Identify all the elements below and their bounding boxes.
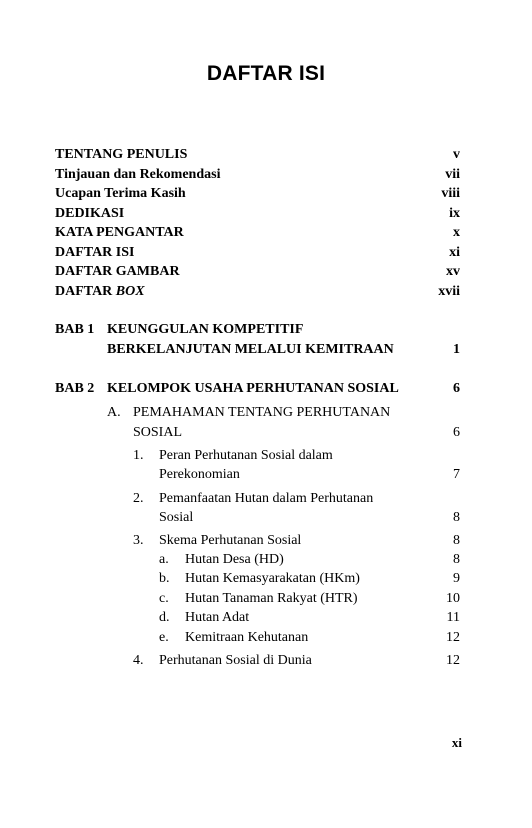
toc-entry[interactable]: [185, 629, 460, 647]
scheme-letter: d.: [159, 610, 170, 625]
scheme-title: Hutan Tanaman Rakyat (HTR): [185, 591, 358, 606]
scheme-letter: e.: [159, 630, 169, 645]
chapter-number: BAB 2: [55, 381, 95, 396]
subsection-title: Skema Perhutanan Sosial: [159, 533, 302, 548]
toc-entry-page: xv: [446, 264, 460, 279]
toc-entry-page: xvii: [438, 284, 460, 299]
toc-entry[interactable]: [159, 652, 460, 670]
toc-entry[interactable]: [55, 205, 460, 223]
toc-entry-page: ix: [449, 206, 460, 221]
toc-entry-page: viii: [441, 186, 460, 201]
toc-entry-label: TENTANG PENULIS: [55, 147, 188, 162]
section-title-line2: SOSIAL: [133, 425, 183, 440]
chapter-number: BAB 1: [55, 322, 95, 337]
toc-entry-page: 8: [453, 533, 460, 548]
subsection-title-line2: Perekonomian: [159, 467, 240, 482]
subsection-number: 2.: [133, 491, 144, 506]
toc-entry-page: 9: [453, 571, 460, 586]
toc-entry[interactable]: [55, 283, 460, 301]
toc-entry-label: DAFTAR ISI: [55, 245, 135, 260]
toc-entry-label-italic: BOX: [115, 284, 145, 299]
toc-entry-label: DEDIKASI: [55, 206, 125, 221]
scheme-title: Hutan Kemasyarakatan (HKm): [185, 571, 360, 586]
scheme-letter: b.: [159, 571, 170, 586]
toc-entry[interactable]: [159, 509, 460, 527]
toc-entry-label: Tinjauan dan Rekomendasi: [55, 167, 221, 182]
toc-entry[interactable]: [55, 146, 460, 164]
toc-entry[interactable]: [185, 609, 460, 627]
toc-entry-label: KATA PENGANTAR: [55, 225, 184, 240]
subsection-title: Perhutanan Sosial di Dunia: [159, 653, 312, 668]
subsection-number: 3.: [133, 533, 144, 548]
chapter-title: KELOMPOK USAHA PERHUTANAN SOSIAL: [107, 381, 399, 396]
toc-entry[interactable]: [185, 551, 460, 569]
toc-entry[interactable]: [159, 466, 460, 484]
page-title: DAFTAR ISI: [206, 62, 326, 85]
toc-entry[interactable]: [55, 166, 460, 184]
chapter-title-line2: BERKELANJUTAN MELALUI KEMITRAAN: [107, 342, 394, 357]
subsection-title-line1[interactable]: Peran Perhutanan Sosial dalam: [159, 448, 333, 463]
toc-entry[interactable]: [55, 244, 460, 262]
scheme-title: Kemitraan Kehutanan: [185, 630, 309, 645]
toc-entry-page: xi: [449, 245, 460, 260]
toc-entry-page: 6: [453, 425, 460, 440]
toc-entry[interactable]: [55, 185, 460, 203]
chapter-title-line1[interactable]: KEUNGGULAN KOMPETITIF: [107, 322, 304, 337]
subsection-number: 1.: [133, 448, 144, 463]
toc-entry-page: 7: [453, 467, 460, 482]
toc-entry-page: 1: [453, 342, 460, 357]
subsection-title-line1[interactable]: Pemanfaatan Hutan dalam Perhutanan: [159, 491, 374, 506]
toc-entry-page: 12: [446, 630, 460, 645]
toc-entry[interactable]: [55, 224, 460, 242]
toc-entry[interactable]: [185, 590, 460, 608]
toc-entry[interactable]: [107, 341, 460, 359]
toc-entry[interactable]: [133, 424, 460, 442]
scheme-title: Hutan Adat: [185, 610, 250, 625]
subsection-title-line2: Sosial: [159, 510, 194, 525]
page-number: xi: [451, 735, 462, 750]
scheme-letter: a.: [159, 552, 169, 567]
toc-entry[interactable]: [185, 570, 460, 588]
toc-entry-label-part: DAFTAR: [55, 284, 113, 299]
toc-entry[interactable]: [55, 263, 460, 281]
section-marker: A.: [107, 405, 121, 420]
toc-entry-page: 8: [453, 552, 460, 567]
toc-entry[interactable]: [159, 532, 460, 550]
toc-entry[interactable]: [107, 380, 460, 398]
scheme-letter: c.: [159, 591, 169, 606]
section-title-line1[interactable]: PEMAHAMAN TENTANG PERHUTANAN: [133, 405, 391, 420]
toc-entry-page: x: [453, 225, 460, 240]
toc-entry-page: v: [453, 147, 460, 162]
toc-entry-page: 12: [446, 653, 460, 668]
scheme-title: Hutan Desa (HD): [185, 552, 284, 567]
toc-entry-page: 11: [446, 610, 460, 625]
toc-entry-label: [55, 283, 145, 301]
toc-entry-label: DAFTAR GAMBAR: [55, 264, 180, 279]
toc-entry-label: Ucapan Terima Kasih: [55, 186, 186, 201]
toc-entry-page: 10: [446, 591, 460, 606]
toc-entry-page: vii: [445, 167, 460, 182]
toc-entry-page: 8: [453, 510, 460, 525]
subsection-number: 4.: [133, 653, 144, 668]
toc-entry-page: 6: [453, 381, 460, 396]
